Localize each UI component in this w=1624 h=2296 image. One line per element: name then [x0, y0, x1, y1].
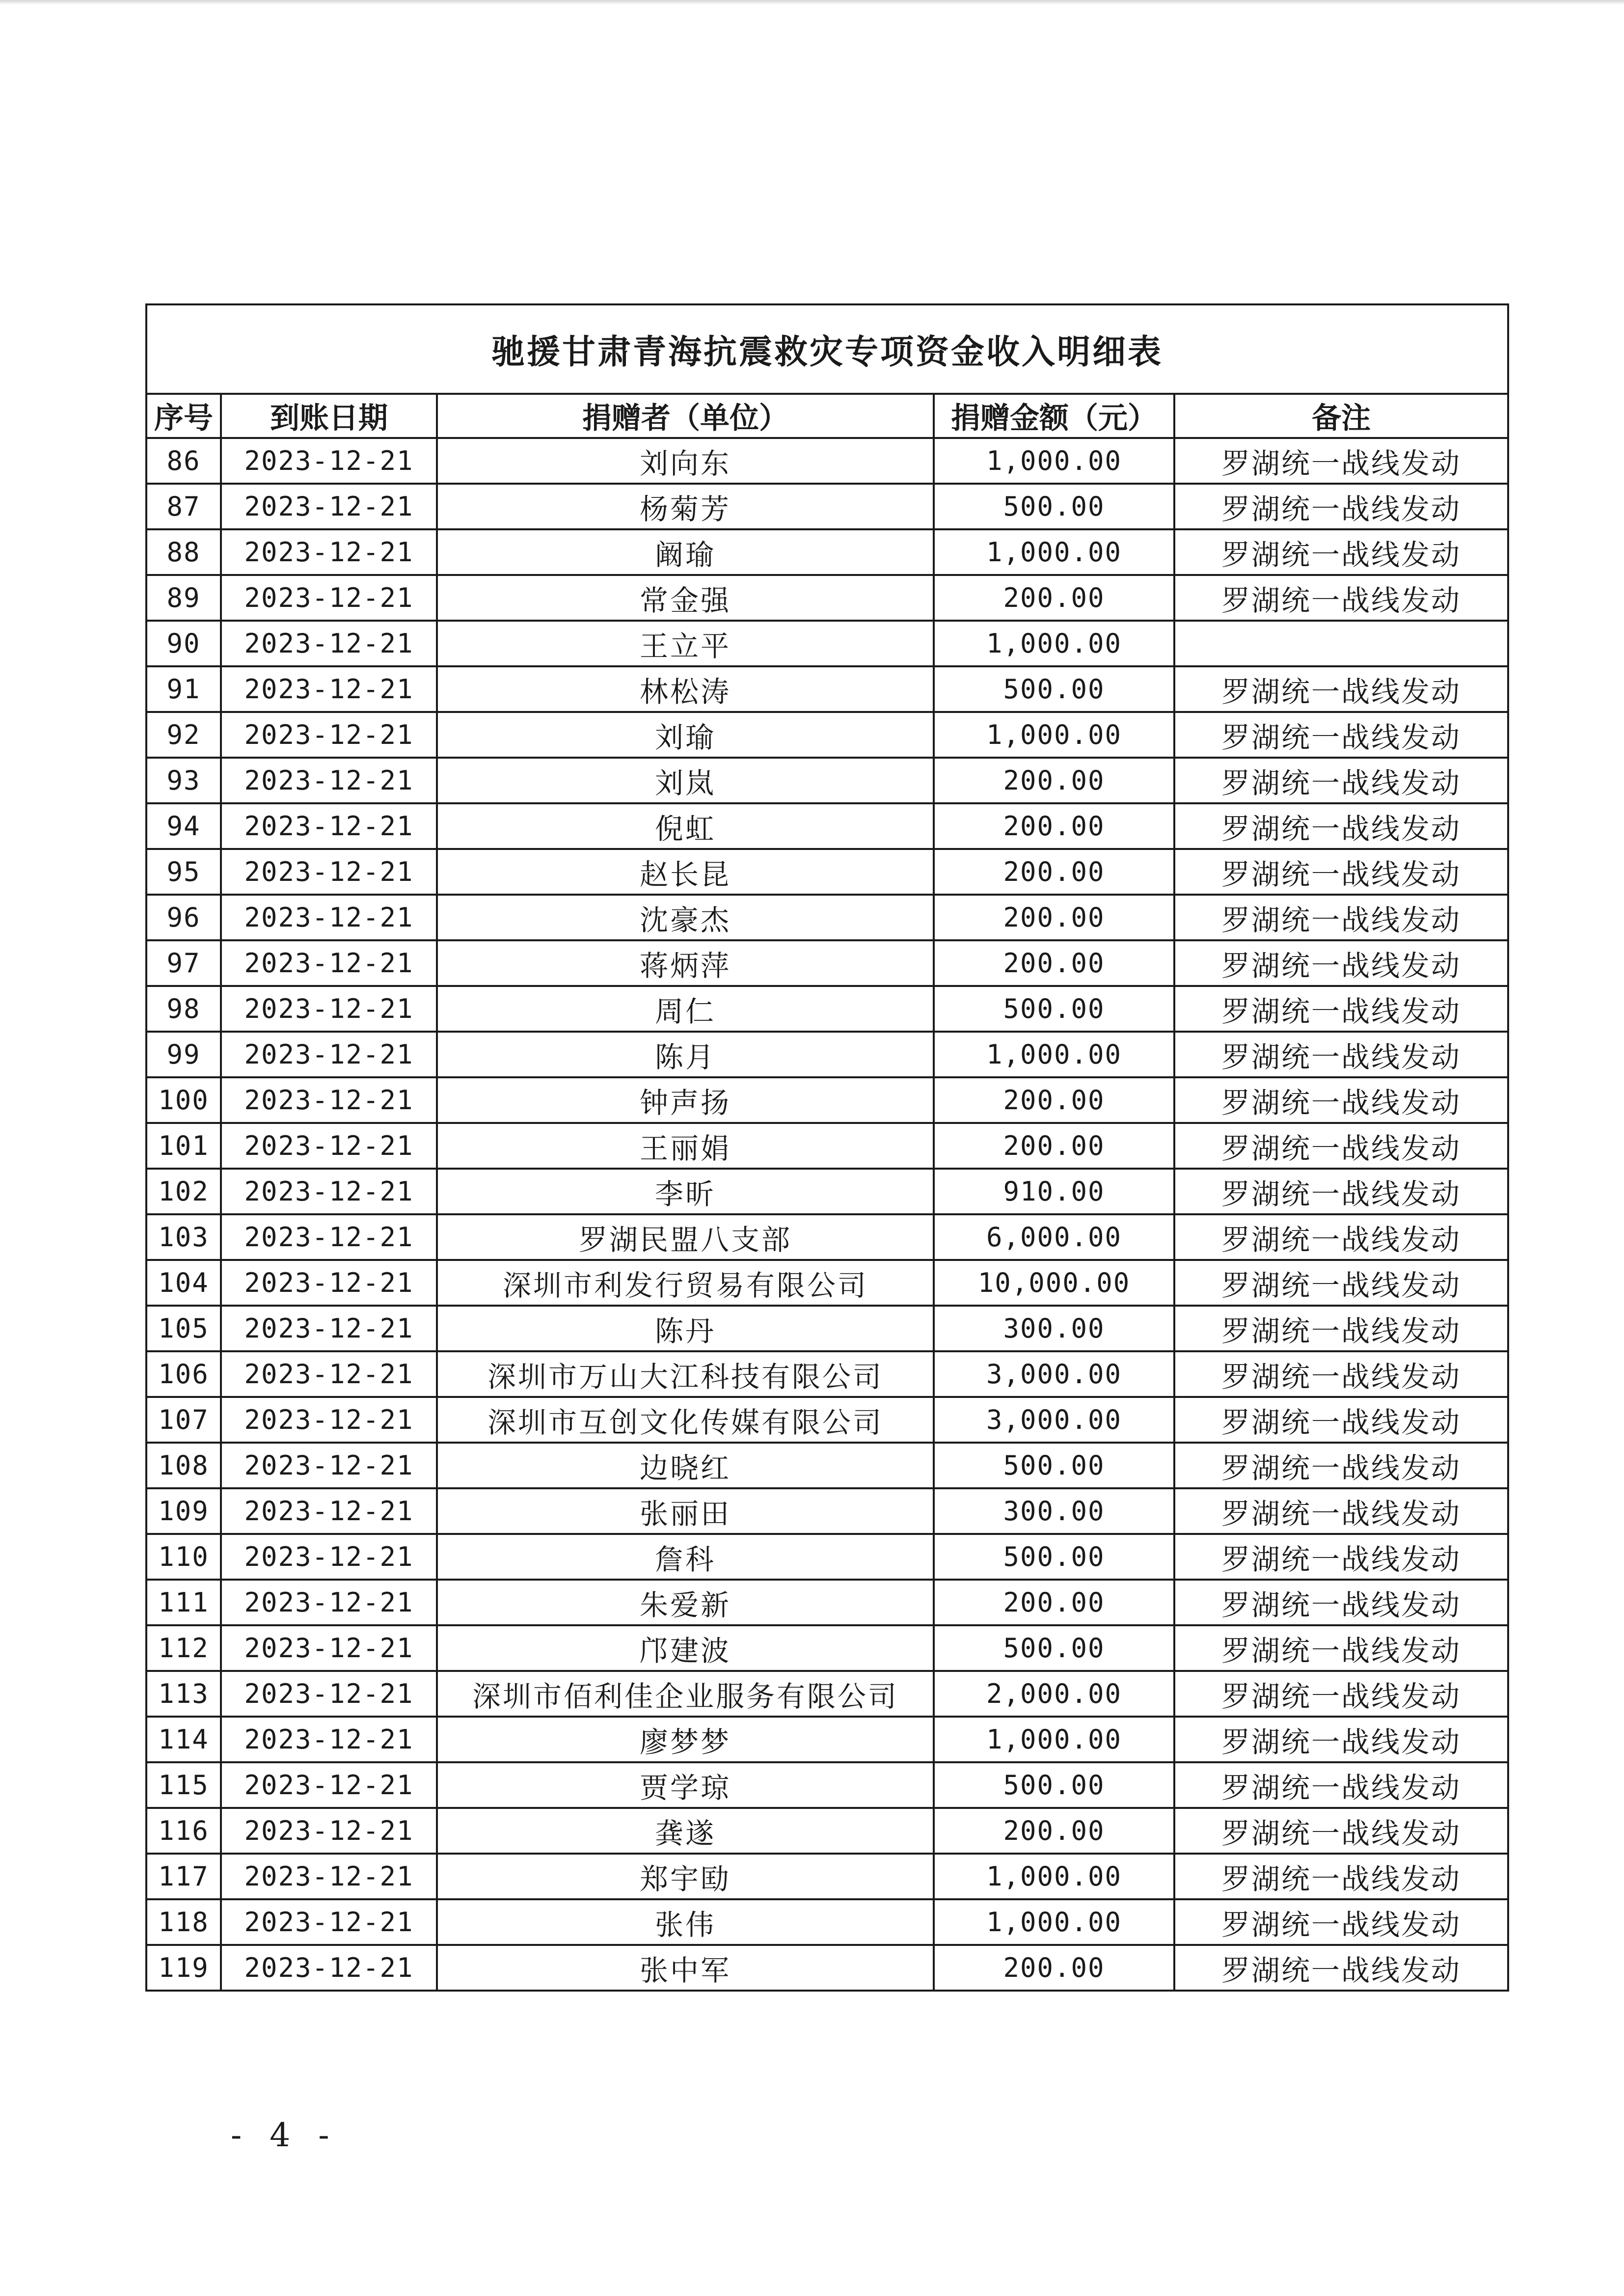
row-serial-number: 116 [146, 1808, 221, 1854]
row-serial-number: 91 [146, 666, 221, 712]
row-serial-number: 118 [146, 1899, 221, 1945]
donation-income-table [145, 303, 1509, 1992]
row-donation-amount: 200.00 [934, 1580, 1174, 1625]
row-arrival-date: 2023-12-21 [221, 1351, 437, 1397]
row-donation-amount: 1,000.00 [934, 438, 1174, 484]
row-donor-name: 深圳市佰利佳企业服务有限公司 [437, 1671, 934, 1717]
row-remarks: 罗湖统一战线发动 [1174, 940, 1508, 986]
row-serial-number: 102 [146, 1169, 221, 1214]
row-serial-number: 89 [146, 575, 221, 621]
row-arrival-date: 2023-12-21 [221, 849, 437, 895]
row-donor-name: 贾学琼 [437, 1762, 934, 1808]
row-donor-name: 蒋炳萍 [437, 940, 934, 986]
row-arrival-date: 2023-12-21 [221, 1808, 437, 1854]
row-donation-amount: 1,000.00 [934, 1717, 1174, 1762]
row-donor-name: 刘岚 [437, 758, 934, 803]
row-donation-amount: 1,000.00 [934, 1032, 1174, 1077]
row-serial-number: 95 [146, 849, 221, 895]
row-arrival-date: 2023-12-21 [221, 1123, 437, 1169]
row-serial-number: 109 [146, 1488, 221, 1534]
row-remarks: 罗湖统一战线发动 [1174, 438, 1508, 484]
table-row [146, 1169, 1508, 1214]
row-remarks: 罗湖统一战线发动 [1174, 575, 1508, 621]
header-arrival-date: 到账日期 [221, 394, 437, 438]
row-donor-name: 阚瑜 [437, 529, 934, 575]
row-donation-amount: 200.00 [934, 895, 1174, 940]
row-donation-amount: 500.00 [934, 1443, 1174, 1488]
row-remarks: 罗湖统一战线发动 [1174, 529, 1508, 575]
table-row [146, 621, 1508, 666]
row-serial-number: 94 [146, 803, 221, 849]
row-remarks: 罗湖统一战线发动 [1174, 1169, 1508, 1214]
row-donation-amount: 200.00 [934, 803, 1174, 849]
row-serial-number: 104 [146, 1260, 221, 1306]
table-row [146, 575, 1508, 621]
table-title: 驰援甘肃青海抗震救灾专项资金收入明细表 [146, 304, 1508, 394]
row-donation-amount: 200.00 [934, 1077, 1174, 1123]
row-donor-name: 张丽田 [437, 1488, 934, 1534]
row-remarks: 罗湖统一战线发动 [1174, 986, 1508, 1032]
row-arrival-date: 2023-12-21 [221, 986, 437, 1032]
table-row [146, 940, 1508, 986]
table-row [146, 1717, 1508, 1762]
table-row [146, 1260, 1508, 1306]
row-remarks: 罗湖统一战线发动 [1174, 1580, 1508, 1625]
row-donor-name: 王立平 [437, 621, 934, 666]
row-arrival-date: 2023-12-21 [221, 1260, 437, 1306]
page-number: - 4 - [231, 2116, 338, 2154]
row-donor-name: 龚遂 [437, 1808, 934, 1854]
row-donor-name: 刘瑜 [437, 712, 934, 758]
row-remarks: 罗湖统一战线发动 [1174, 1077, 1508, 1123]
row-donation-amount: 1,000.00 [934, 1854, 1174, 1899]
table-row [146, 712, 1508, 758]
row-serial-number: 98 [146, 986, 221, 1032]
row-donation-amount: 200.00 [934, 758, 1174, 803]
table-row [146, 803, 1508, 849]
row-remarks [1174, 621, 1508, 666]
donation-table-container [145, 303, 1507, 1992]
row-remarks: 罗湖统一战线发动 [1174, 1808, 1508, 1854]
row-arrival-date: 2023-12-21 [221, 1214, 437, 1260]
row-remarks: 罗湖统一战线发动 [1174, 1899, 1508, 1945]
table-row [146, 849, 1508, 895]
row-serial-number: 112 [146, 1625, 221, 1671]
row-remarks: 罗湖统一战线发动 [1174, 758, 1508, 803]
row-donor-name: 杨菊芳 [437, 484, 934, 529]
row-arrival-date: 2023-12-21 [221, 1306, 437, 1351]
table-row [146, 1899, 1508, 1945]
row-remarks: 罗湖统一战线发动 [1174, 1717, 1508, 1762]
row-serial-number: 110 [146, 1534, 221, 1580]
row-donation-amount: 200.00 [934, 940, 1174, 986]
row-donor-name: 沈豪杰 [437, 895, 934, 940]
row-arrival-date: 2023-12-21 [221, 529, 437, 575]
table-row [146, 1397, 1508, 1443]
row-donor-name: 王丽娟 [437, 1123, 934, 1169]
table-row [146, 1443, 1508, 1488]
row-remarks: 罗湖统一战线发动 [1174, 484, 1508, 529]
table-row [146, 529, 1508, 575]
row-donor-name: 常金强 [437, 575, 934, 621]
row-serial-number: 96 [146, 895, 221, 940]
row-serial-number: 86 [146, 438, 221, 484]
table-row [146, 1351, 1508, 1397]
row-remarks: 罗湖统一战线发动 [1174, 666, 1508, 712]
row-donation-amount: 1,000.00 [934, 529, 1174, 575]
row-donation-amount: 1,000.00 [934, 621, 1174, 666]
table-row [146, 1123, 1508, 1169]
row-arrival-date: 2023-12-21 [221, 758, 437, 803]
row-arrival-date: 2023-12-21 [221, 1488, 437, 1534]
row-arrival-date: 2023-12-21 [221, 803, 437, 849]
row-donor-name: 詹科 [437, 1534, 934, 1580]
row-serial-number: 119 [146, 1945, 221, 1991]
table-row [146, 1625, 1508, 1671]
row-serial-number: 101 [146, 1123, 221, 1169]
row-serial-number: 103 [146, 1214, 221, 1260]
row-serial-number: 97 [146, 940, 221, 986]
row-arrival-date: 2023-12-21 [221, 1854, 437, 1899]
row-donation-amount: 2,000.00 [934, 1671, 1174, 1717]
row-arrival-date: 2023-12-21 [221, 1077, 437, 1123]
row-remarks: 罗湖统一战线发动 [1174, 803, 1508, 849]
table-row [146, 1534, 1508, 1580]
row-remarks: 罗湖统一战线发动 [1174, 712, 1508, 758]
row-arrival-date: 2023-12-21 [221, 1762, 437, 1808]
row-arrival-date: 2023-12-21 [221, 712, 437, 758]
row-donation-amount: 500.00 [934, 986, 1174, 1032]
row-donation-amount: 3,000.00 [934, 1397, 1174, 1443]
table-row [146, 1854, 1508, 1899]
row-remarks: 罗湖统一战线发动 [1174, 1214, 1508, 1260]
row-remarks: 罗湖统一战线发动 [1174, 1671, 1508, 1717]
row-donation-amount: 200.00 [934, 1123, 1174, 1169]
row-serial-number: 107 [146, 1397, 221, 1443]
table-row [146, 438, 1508, 484]
table-row [146, 484, 1508, 529]
row-arrival-date: 2023-12-21 [221, 1671, 437, 1717]
row-donation-amount: 1,000.00 [934, 712, 1174, 758]
row-donor-name: 陈丹 [437, 1306, 934, 1351]
row-donation-amount: 300.00 [934, 1488, 1174, 1534]
row-arrival-date: 2023-12-21 [221, 1397, 437, 1443]
row-donation-amount: 200.00 [934, 575, 1174, 621]
row-serial-number: 90 [146, 621, 221, 666]
row-arrival-date: 2023-12-21 [221, 1580, 437, 1625]
header-donor: 捐赠者（单位） [437, 394, 934, 438]
table-row [146, 986, 1508, 1032]
row-arrival-date: 2023-12-21 [221, 1625, 437, 1671]
table-row [146, 1077, 1508, 1123]
row-serial-number: 115 [146, 1762, 221, 1808]
row-remarks: 罗湖统一战线发动 [1174, 1351, 1508, 1397]
table-row [146, 758, 1508, 803]
table-row [146, 1214, 1508, 1260]
row-donor-name: 张中军 [437, 1945, 934, 1991]
row-serial-number: 114 [146, 1717, 221, 1762]
row-remarks: 罗湖统一战线发动 [1174, 1123, 1508, 1169]
row-remarks: 罗湖统一战线发动 [1174, 1534, 1508, 1580]
row-serial-number: 108 [146, 1443, 221, 1488]
row-donor-name: 深圳市互创文化传媒有限公司 [437, 1397, 934, 1443]
row-arrival-date: 2023-12-21 [221, 621, 437, 666]
row-donor-name: 朱爱新 [437, 1580, 934, 1625]
row-donor-name: 李昕 [437, 1169, 934, 1214]
row-donation-amount: 6,000.00 [934, 1214, 1174, 1260]
row-donor-name: 罗湖民盟八支部 [437, 1214, 934, 1260]
row-serial-number: 99 [146, 1032, 221, 1077]
table-row [146, 1306, 1508, 1351]
row-donation-amount: 3,000.00 [934, 1351, 1174, 1397]
row-serial-number: 111 [146, 1580, 221, 1625]
scan-top-edge [0, 0, 1624, 5]
row-donor-name: 赵长昆 [437, 849, 934, 895]
row-arrival-date: 2023-12-21 [221, 484, 437, 529]
table-row [146, 1808, 1508, 1854]
row-serial-number: 88 [146, 529, 221, 575]
row-serial-number: 100 [146, 1077, 221, 1123]
row-donation-amount: 500.00 [934, 666, 1174, 712]
row-serial-number: 113 [146, 1671, 221, 1717]
row-serial-number: 117 [146, 1854, 221, 1899]
row-donor-name: 林松涛 [437, 666, 934, 712]
row-donation-amount: 910.00 [934, 1169, 1174, 1214]
row-remarks: 罗湖统一战线发动 [1174, 1397, 1508, 1443]
row-donation-amount: 500.00 [934, 484, 1174, 529]
row-donor-name: 倪虹 [437, 803, 934, 849]
row-arrival-date: 2023-12-21 [221, 1945, 437, 1991]
table-row [146, 1032, 1508, 1077]
row-arrival-date: 2023-12-21 [221, 895, 437, 940]
row-remarks: 罗湖统一战线发动 [1174, 1260, 1508, 1306]
row-arrival-date: 2023-12-21 [221, 575, 437, 621]
row-donor-name: 廖梦梦 [437, 1717, 934, 1762]
row-remarks: 罗湖统一战线发动 [1174, 1032, 1508, 1077]
row-donation-amount: 500.00 [934, 1534, 1174, 1580]
row-serial-number: 93 [146, 758, 221, 803]
row-donor-name: 深圳市万山大江科技有限公司 [437, 1351, 934, 1397]
table-row [146, 1488, 1508, 1534]
row-serial-number: 105 [146, 1306, 221, 1351]
row-remarks: 罗湖统一战线发动 [1174, 1762, 1508, 1808]
row-donor-name: 张伟 [437, 1899, 934, 1945]
table-row [146, 666, 1508, 712]
row-donor-name: 边晓红 [437, 1443, 934, 1488]
row-remarks: 罗湖统一战线发动 [1174, 1625, 1508, 1671]
table-row [146, 1671, 1508, 1717]
row-arrival-date: 2023-12-21 [221, 1443, 437, 1488]
row-donation-amount: 200.00 [934, 849, 1174, 895]
header-serial-number: 序号 [146, 394, 221, 438]
row-donor-name: 邝建波 [437, 1625, 934, 1671]
row-remarks: 罗湖统一战线发动 [1174, 1306, 1508, 1351]
row-donor-name: 周仁 [437, 986, 934, 1032]
row-serial-number: 87 [146, 484, 221, 529]
header-amount: 捐赠金额（元） [934, 394, 1174, 438]
row-arrival-date: 2023-12-21 [221, 666, 437, 712]
row-donation-amount: 500.00 [934, 1762, 1174, 1808]
row-arrival-date: 2023-12-21 [221, 1169, 437, 1214]
table-body [146, 438, 1508, 1991]
row-donation-amount: 10,000.00 [934, 1260, 1174, 1306]
row-serial-number: 106 [146, 1351, 221, 1397]
row-donor-name: 深圳市利发行贸易有限公司 [437, 1260, 934, 1306]
row-donor-name: 刘向东 [437, 438, 934, 484]
row-arrival-date: 2023-12-21 [221, 940, 437, 986]
row-donor-name: 陈月 [437, 1032, 934, 1077]
row-arrival-date: 2023-12-21 [221, 1717, 437, 1762]
row-arrival-date: 2023-12-21 [221, 1032, 437, 1077]
row-donor-name: 钟声扬 [437, 1077, 934, 1123]
row-remarks: 罗湖统一战线发动 [1174, 895, 1508, 940]
row-donation-amount: 500.00 [934, 1625, 1174, 1671]
row-donor-name: 郑宇劻 [437, 1854, 934, 1899]
row-remarks: 罗湖统一战线发动 [1174, 1945, 1508, 1991]
row-remarks: 罗湖统一战线发动 [1174, 849, 1508, 895]
table-row [146, 895, 1508, 940]
table-row [146, 1762, 1508, 1808]
row-arrival-date: 2023-12-21 [221, 1899, 437, 1945]
row-donation-amount: 300.00 [934, 1306, 1174, 1351]
row-donation-amount: 200.00 [934, 1945, 1174, 1991]
row-serial-number: 92 [146, 712, 221, 758]
row-arrival-date: 2023-12-21 [221, 1534, 437, 1580]
row-remarks: 罗湖统一战线发动 [1174, 1488, 1508, 1534]
row-donation-amount: 1,000.00 [934, 1899, 1174, 1945]
table-row [146, 1580, 1508, 1625]
table-header-row [146, 394, 1508, 438]
header-remarks: 备注 [1174, 394, 1508, 438]
row-donation-amount: 200.00 [934, 1808, 1174, 1854]
row-remarks: 罗湖统一战线发动 [1174, 1854, 1508, 1899]
table-row [146, 1945, 1508, 1991]
row-arrival-date: 2023-12-21 [221, 438, 437, 484]
row-remarks: 罗湖统一战线发动 [1174, 1443, 1508, 1488]
